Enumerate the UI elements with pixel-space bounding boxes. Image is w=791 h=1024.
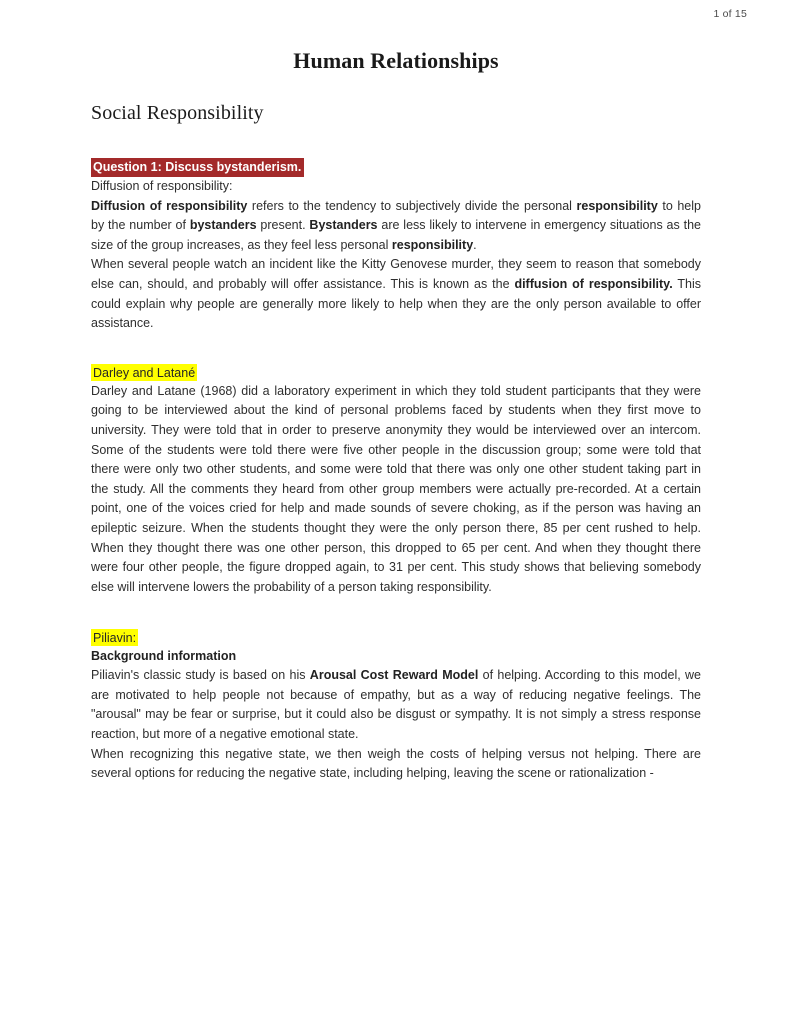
- diffusion-p2-text-c: This could explain why people are generally more likely to help when they are the only person available to offer assistance.: [91, 276, 701, 331]
- piliavin-heading-highlighted: Piliavin:: [93, 631, 137, 646]
- piliavin-paragraph-1: [91, 666, 701, 744]
- term-responsibility-2: responsibility: [391, 237, 474, 252]
- question-heading-highlighted: Question 1: Discuss bystanderism.: [91, 158, 304, 177]
- diffusion-p1-text-b: refers to the tendency to subjectively divide the personal: [247, 198, 577, 213]
- darley-paragraph: Darley and Latane (1968) did a laboratory experiment in which they told student participants that they were going to be interviewed about the kind of personal problems faced by students when they first move to university. They were told that in order to preserve anonymity they would be interviewed over an intercom. Some of the students were told there were five other people in the discussion group; some were told that there were only two other students, and some were told that there was only one other student taking part in the study. All the comments they heard from other group members were actually pre-recorded. At a certain point, one of the voices cried for help and made sounds of severe choking, as if the person was having an epileptic seizure. When the students thought they were the only person there, 85 per cent rushed to help. When they thought there was one other person, this dropped to 65 per cent. And when they thought there were four other people, the figure dropped again, to 31 per cent. This study shows that believing somebody else will intervene lowers the probability of a person taking responsibility.: [91, 383, 701, 594]
- diffusion-p1-text-d: to help by the number of: [91, 198, 701, 233]
- diffusion-paragraph-2: [91, 255, 701, 333]
- piliavin-p1-text-c: of helping. According to this model, we are motivated to help people not because of empathy, but as a way of reducing negative feelings. The "arousal" may be fear or surprise, but it could also be disgust or sympathy. It is not simply a stress response reaction, but more of a negative emotional state.: [91, 668, 702, 742]
- darley-heading-block: [91, 364, 701, 382]
- document-content: [91, 40, 701, 784]
- diffusion-p2-text-a: When several people watch an incident like the Kitty Genovese murder, they seem to reason that somebody else can, should, and probably will offer assistance. This is known as the: [91, 257, 701, 291]
- term-bystanders-lower: bystanders: [189, 218, 257, 233]
- piliavin-paragraph-2: When recognizing this negative state, we then weigh the costs of helping versus not helping. There are several options for reducing the negative state, including helping, leaving the scene or rationalization -: [91, 746, 701, 781]
- question-heading-block: [91, 125, 701, 177]
- page-title: Human Relationships: [293, 48, 499, 73]
- section-subtitle: Social Responsibility: [91, 102, 264, 124]
- page-indicator: 1 of 15: [713, 8, 747, 20]
- term-diffusion-of-responsibility: Diffusion of responsibility: [91, 198, 248, 213]
- piliavin-p1-text-a: Piliavin's classic study is based on his: [91, 668, 310, 683]
- piliavin-heading-block: [91, 629, 701, 647]
- diffusion-p1-text-f: present.: [256, 218, 310, 233]
- diffusion-p1-text-h: are less likely to intervene in emergency situations as the size of the group increases, as they feel less personal: [91, 218, 701, 252]
- diffusion-p1-text-j: .: [473, 237, 477, 252]
- term-bystanders-upper: Bystanders: [309, 218, 378, 233]
- term-responsibility-1: responsibility: [576, 198, 658, 213]
- darley-heading-highlighted: Darley and Latané: [93, 365, 196, 380]
- diffusion-lead-text: Diffusion of responsibility:: [91, 179, 233, 193]
- term-arousal-cost-reward-model: Arousal Cost Reward Model: [309, 668, 479, 683]
- term-diffusion-of-responsibility-2: diffusion of responsibility.: [514, 276, 673, 291]
- diffusion-paragraph-1: [91, 197, 701, 256]
- background-information-subheading: Background information: [91, 649, 237, 664]
- diffusion-lead-line: [91, 177, 701, 197]
